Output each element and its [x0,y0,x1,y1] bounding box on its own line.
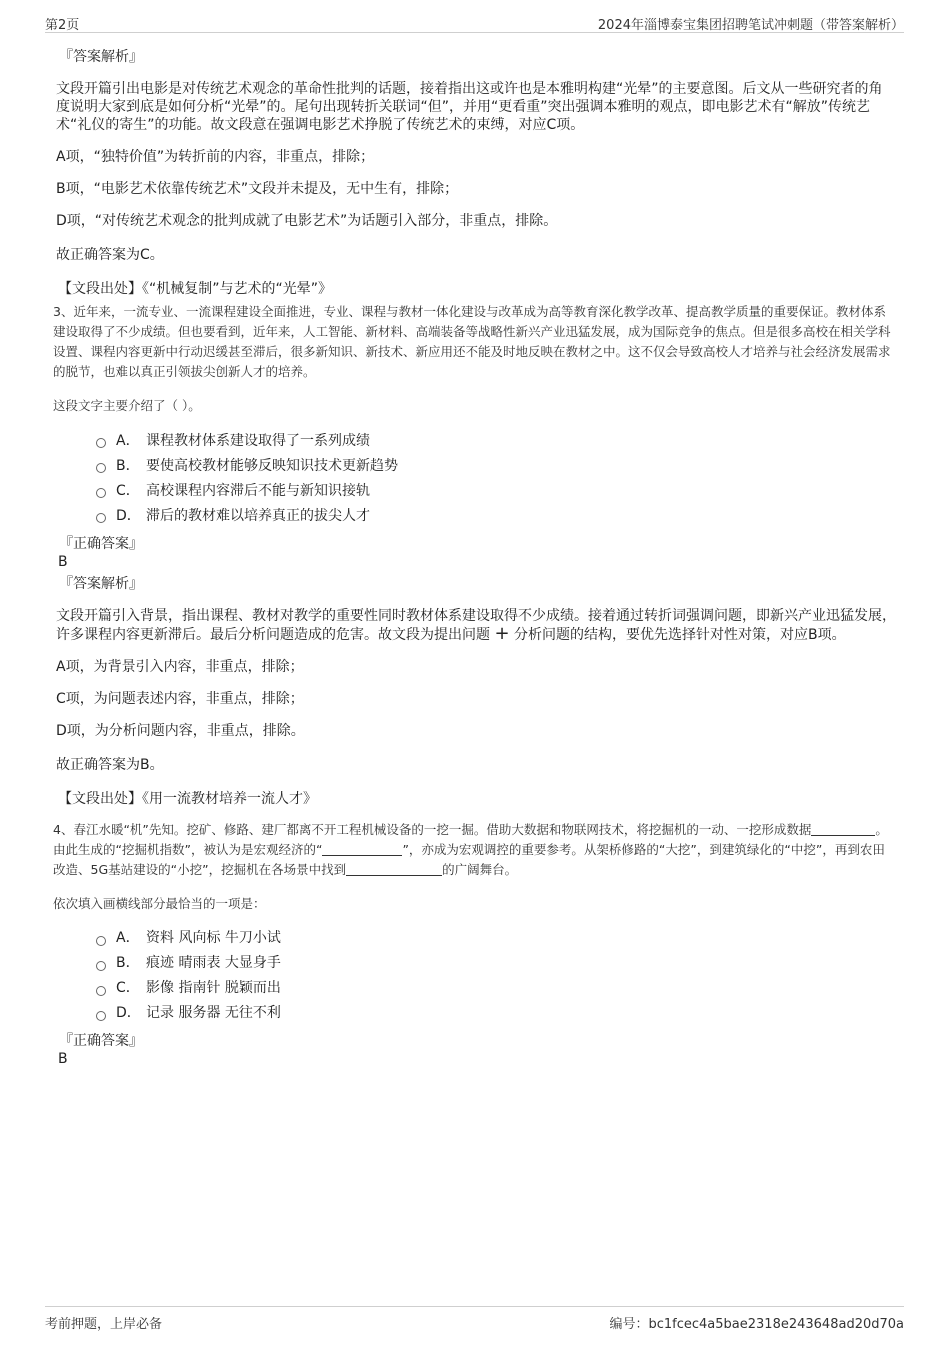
fill-blank-1[interactable] [811,821,875,836]
question-3-prompt: 这段文字主要介绍了（ ）。 [53,398,201,413]
fill-blank-2[interactable] [322,841,402,856]
question-3-options [96,429,896,529]
option-a[interactable]: A． 资料 风向标 牛刀小试 [96,926,896,951]
source-citation: 【文段出处】《用一流教材培养一流人才》 [58,790,317,807]
elimination-d: D项，为分析问题内容，非重点，排除。 [56,722,305,739]
page-number: 第2页 [45,18,80,33]
analysis-text: 文段开篇引出电影是对传统艺术观念的革命性批判的话题，接着指出这或许也是本雅明构建“光晕”的主要意图。后文从一些研究者的角度说明大家到底是如何分析“光晕”的。尾句出现转折关联词“但”，并用“更看重”突出强调本雅明的观点，即电影艺术有“解放”传统艺术“礼仪的寄生”的功能。故文段意在强调电影艺术挣脱了传统艺术的束缚，对应C项。 [56,81,883,133]
radio-icon[interactable] [96,438,106,448]
radio-icon[interactable] [96,936,106,946]
question-3-text: 3、近年来，一流专业、一流课程建设全面推进，专业、课程与教材一体化建设与改革成为高等教育深化教学改革、提高教学质量的重要保证。教材体系建设取得了不少成绩。但也要看到，近年来，人工智能、新材料、高端装备等战略性新兴产业迅猛发展，成为国际竞争的焦点。但是很多高校在相关学科设置、课程内容更新中行动迟缓甚至滞后，很多新知识、新技术、新应用还不能及时地反映在教材之中。这不仅会导致高校人才培养与社会经济发展需求的脱节，也难以真正引领拔尖创新人才的培养。 [53,304,891,379]
fill-blank-3[interactable] [346,861,442,876]
footer-motto: 考前押题，上岸必备 [45,1317,163,1332]
option-c[interactable]: C． 影像 指南针 脱颖而出 [96,976,896,1001]
analysis-text: 文段开篇引入背景，指出课程、教材对教学的重要性同时教材体系建设取得不少成绩。接着通过转折词强调问题，即新兴产业迅猛发展，许多课程内容更新滞后。最后分析问题造成的危害。故文段为提出问题 + 分析问题的结构，要优先选择针对性对策，对应B项。 [56,607,896,644]
option-d[interactable]: D． 记录 服务器 无往不利 [96,1001,896,1026]
question-4-prompt: 依次填入画横线部分最恰当的一项是： [53,895,266,911]
question-4-options [96,926,896,1026]
answer-label: 『正确答案』 [59,535,143,552]
page-footer [45,1306,904,1331]
option-d[interactable]: D． 滞后的教材难以培养真正的拔尖人才 [96,504,896,529]
analysis-label: 『答案解析』 [59,575,143,592]
radio-icon[interactable] [96,1011,106,1021]
radio-icon[interactable] [96,488,106,498]
answer-value: B [58,553,68,570]
elimination-c: C项，为问题表述内容，非重点，排除； [56,690,304,707]
source-citation: 【文段出处】《“机械复制”与艺术的“光晕”》 [58,281,333,297]
document-title: 2024年淄博泰宝集团招聘笔试冲刺题（带答案解析） [597,18,904,33]
elimination-a: A项，为背景引入内容，非重点，排除； [56,658,304,675]
document-serial: 编号：bc1fcec4a5bae2318e243648ad20d70a [609,1317,904,1332]
question-4-text: 4、春江水暖“机”先知。挖矿、修路、建厂都离不开工程机械设备的一挖一掘。借助大数据和物联网技术，将挖掘机的一动、一挖形成数据 。由此生成的“挖掘机指数”，被认为是宏观经济的“ ”，亦成为宏观调控的重要参考。从架桥修路的“大挖”，到建筑绿化的“中挖”，再到农田改造、5G基站建设的“小挖”，挖掘机在各场景中找到 的广阔舞台。 [53,821,888,877]
answer-value: B [58,1051,68,1067]
radio-icon[interactable] [96,986,106,996]
document-content [53,44,896,1068]
elimination-b: B项，“电影艺术依靠传统艺术”文段并未提及，无中生有，排除； [56,181,459,197]
analysis-label: 『答案解析』 [59,49,143,65]
answer-label: 『正确答案』 [59,1033,143,1049]
conclusion: 故正确答案为C。 [56,247,164,263]
elimination-a: A项，“独特价值”为转折前的内容，非重点，排除； [56,149,375,165]
option-a[interactable]: A． 课程教材体系建设取得了一系列成绩 [96,429,896,454]
option-b[interactable]: B． 痕迹 晴雨表 大显身手 [96,951,896,976]
radio-icon[interactable] [96,961,106,971]
conclusion: 故正确答案为B。 [56,756,164,773]
radio-icon[interactable] [96,513,106,523]
page-header [45,12,904,33]
option-c[interactable]: C． 高校课程内容滞后不能与新知识接轨 [96,479,896,504]
option-b[interactable]: B． 要使高校教材能够反映知识技术更新趋势 [96,454,896,479]
elimination-d: D项，“对传统艺术观念的批判成就了电影艺术”为话题引入部分，非重点，排除。 [56,213,558,229]
radio-icon[interactable] [96,463,106,473]
